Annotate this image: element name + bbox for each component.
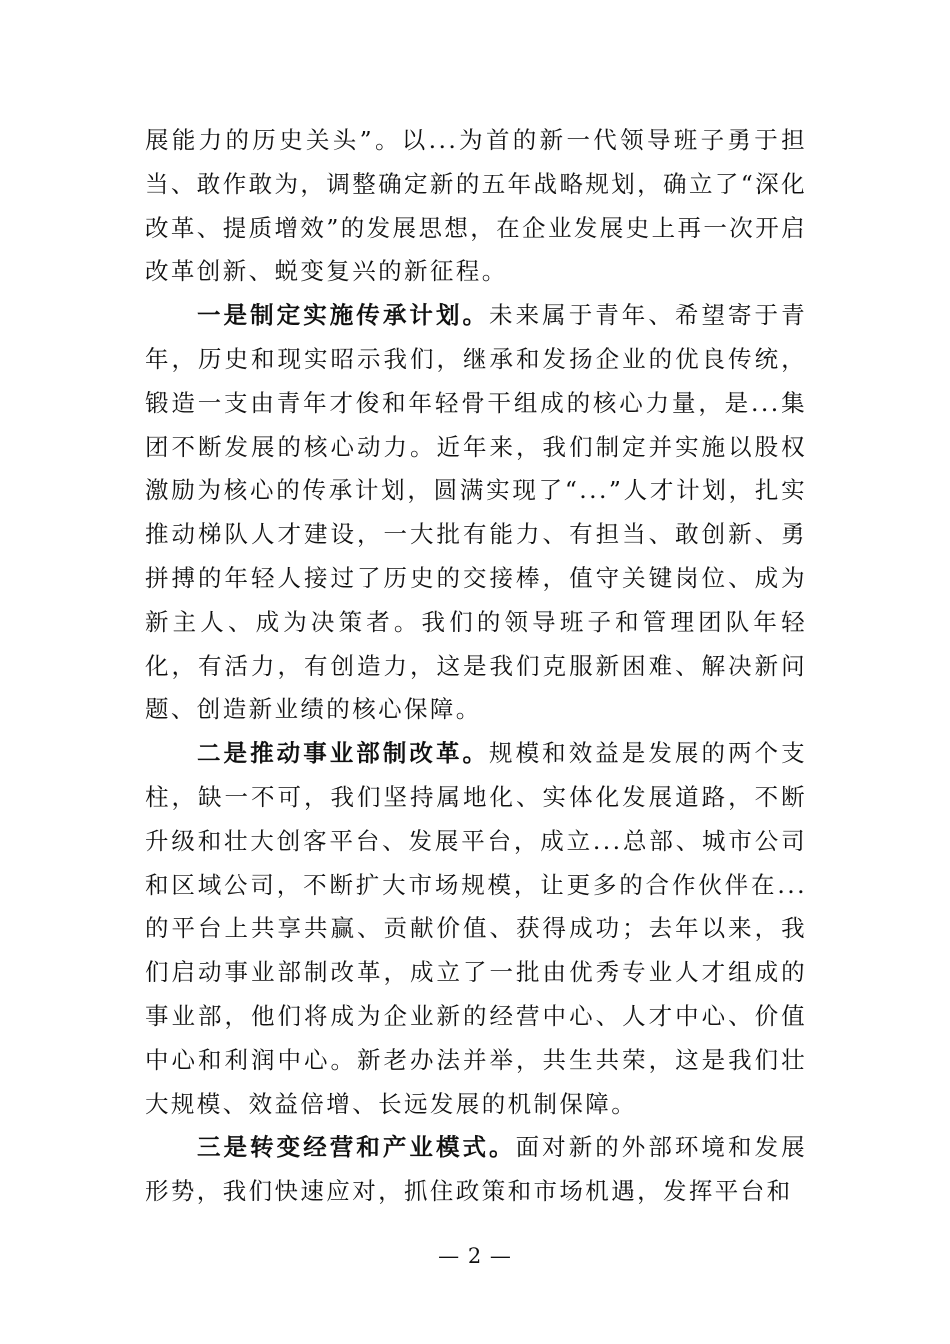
paragraph-continuation	[145, 119, 807, 294]
document-body	[145, 119, 807, 1214]
paragraph-text: 展能力的历史关头”。以...为首的新一代领导班子勇于担当、敢作敢为，调整确定新的五年战略规划，确立了“深化改革、提质增效”的发展思想，在企业发展史上再一次开启改革创新、蜕变复兴的新征程。	[145, 126, 807, 286]
paragraph-text: 规模和效益是发展的两个支柱，缺一不可，我们坚持属地化、实体化发展道路，不断升级和壮大创客平台、发展平台，成立...总部、城市公司和区域公司，不断扩大市场规模，让更多的合作伙伴在...的平台上共享共赢、贡献价值、获得成功；去年以来，我们启动事业部制改革，成立了一批由优秀专业人才组成的事业部，他们将成为企业新的经营中心、人才中心、价值中心和利润中心。新老办法并举，共生共荣，这是我们壮大规模、效益倍增、长远发展的机制保障。	[145, 739, 807, 1118]
page-number: — 2 —	[438, 1244, 512, 1268]
paragraph-succession-plan	[145, 294, 807, 732]
paragraph-division-reform	[145, 732, 807, 1126]
paragraph-text: 未来属于青年、希望寄于青年，历史和现实昭示我们，继承和发扬企业的优良传统，锻造一支由青年才俊和年轻骨干组成的核心力量，是...集团不断发展的核心动力。近年来，我们制定并实施以股权激励为核心的传承计划，圆满实现了“...”人才计划，扎实推动梯队人才建设，一大批有能力、有担当、敢创新、勇拼搏的年轻人接过了历史的交接棒，值守关键岗位、成为新主人、成为决策者。我们的领导班子和管理团队年轻化，有活力，有创造力，这是我们克服新困难、解决新问题、创造新业绩的核心保障。	[145, 301, 807, 724]
paragraph-heading: 二是推动事业部制改革。	[197, 739, 490, 768]
paragraph-heading: 一是制定实施传承计划。	[197, 301, 490, 330]
paragraph-heading: 三是转变经营和产业模式。	[197, 1133, 516, 1162]
paragraph-text: 面对新的外部环境和发展形势，我们快速应对，抓住政策和市场机遇，发挥平台和	[145, 1133, 807, 1206]
paragraph-business-model	[145, 1126, 807, 1214]
